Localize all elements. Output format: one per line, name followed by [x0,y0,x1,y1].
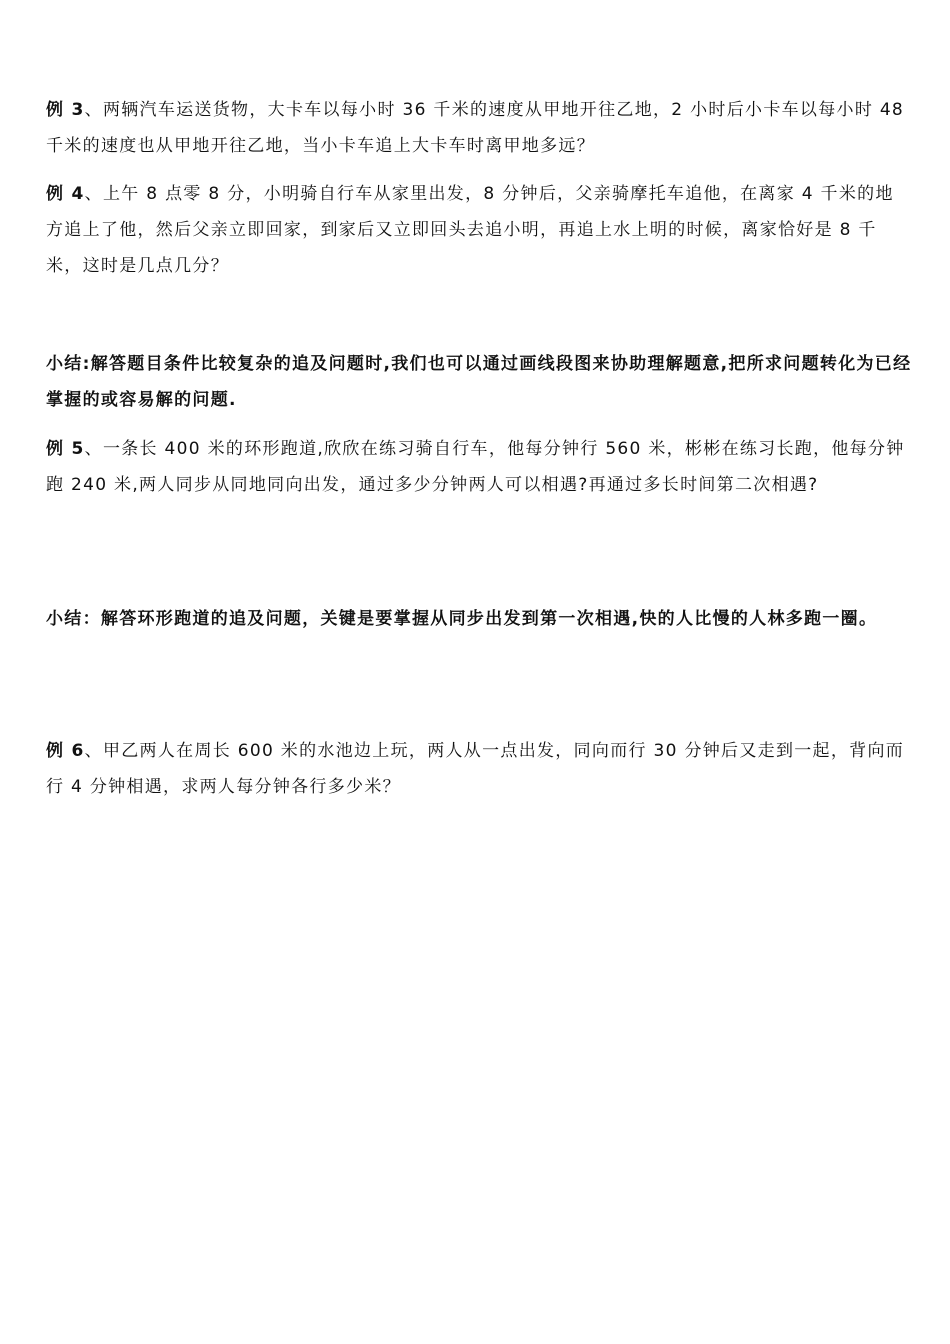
example-4-text: 、上午 8 点零 8 分，小明骑自行车从家里出发，8 分钟后，父亲骑摩托车追他，在离家 4 千米的地方追上了他，然后父亲立即回家，到家后又立即回头去追小明，再追上水上明的时候，离家恰好是 8 千米，这时是几点几分？ [46,184,894,276]
example-6-label: 例 6 [46,741,85,761]
example-3-text: 、两辆汽车运送货物，大卡车以每小时 36 千米的速度从甲地开往乙地，2 小时后小卡车以每小时 48 千米的速度也从甲地开往乙地，当小卡车追上大卡车时离甲地多远？ [46,100,905,156]
example-5-paragraph [46,431,912,503]
example-5-label: 例 5 [46,439,85,459]
summary-1-paragraph: 小结:解答题目条件比较复杂的追及问题时,我们也可以通过画线段图来协助理解题意,把所求问题转化为已经掌握的或容易解的问题. [46,354,912,410]
example-6-paragraph [46,733,912,805]
summary-2-paragraph: 小结：解答环形跑道的追及问题，关键是要掌握从同步出发到第一次相遇,快的人比慢的人林多跑一圈。 [46,609,878,629]
example-5-text: 、一条长 400 米的环形跑道,欣欣在练习骑自行车，他每分钟行 560 米，彬彬在练习长跑，他每分钟跑 240 米,两人同步从同地同向出发，通过多少分钟两人可以相遇?再通过多长时间第二次相遇? [46,439,905,495]
example-3-label: 例 3 [46,100,85,120]
example-4-label: 例 4 [46,184,85,204]
example-4-paragraph [46,176,912,284]
example-3-paragraph [46,92,912,164]
example-6-text: 、甲乙两人在周长 600 米的水池边上玩，两人从一点出发，同向而行 30 分钟后又走到一起，背向而行 4 分钟相遇，求两人每分钟各行多少米？ [46,741,905,797]
